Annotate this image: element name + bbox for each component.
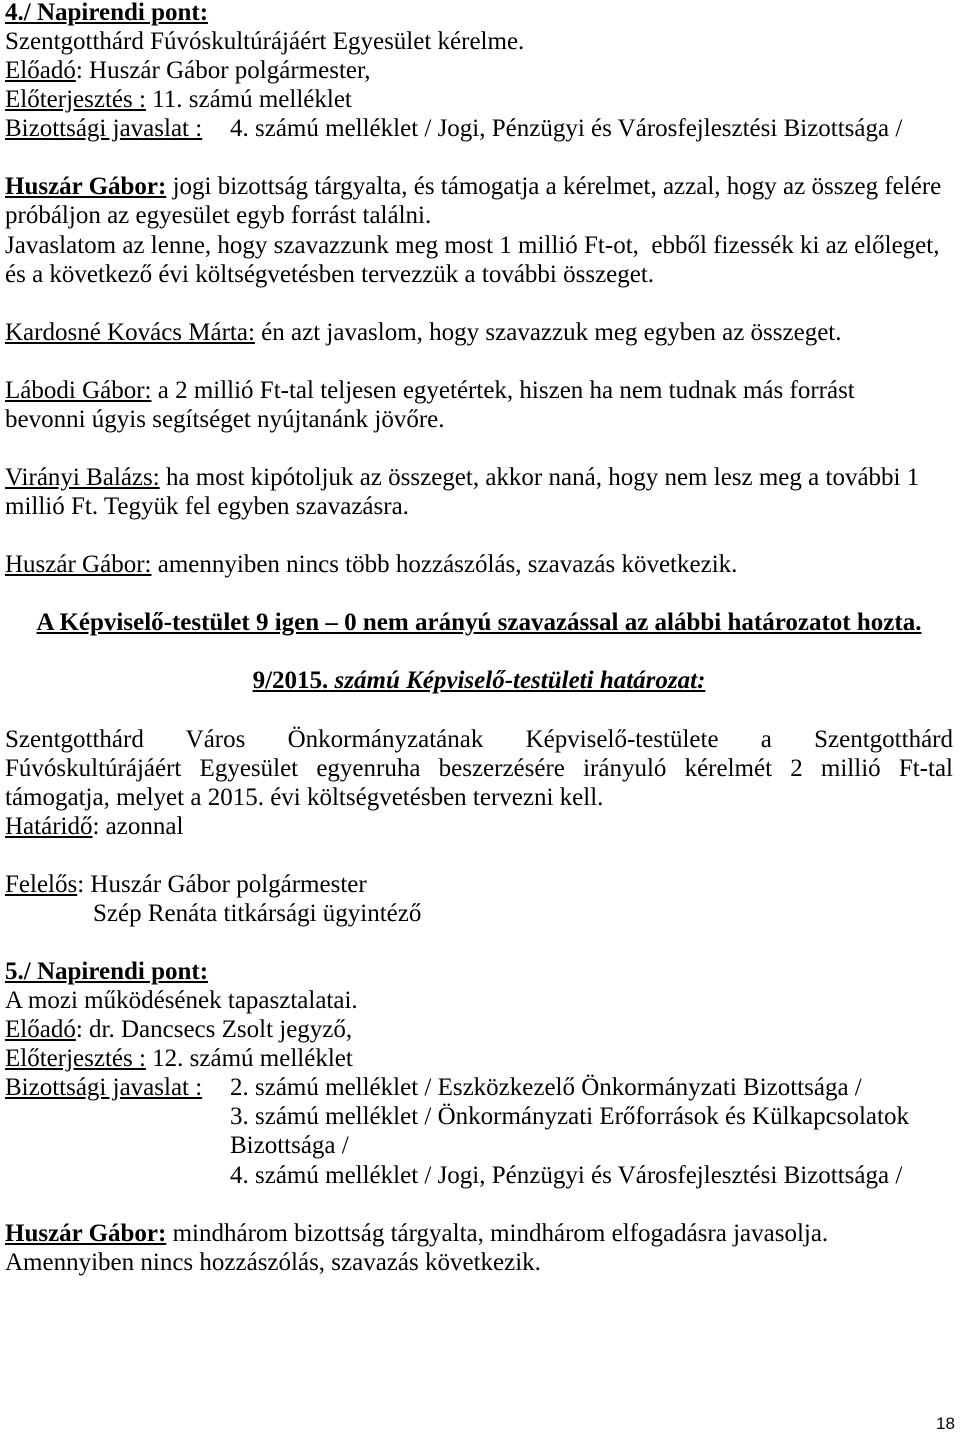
speaker-name: Lábodi Gábor: [5,376,152,404]
presenter-value: : Huszár Gábor polgármester, [75,57,371,85]
blank-line [5,289,953,318]
speech-text: jogi bizottság tárgyalta, és támogatja a kérelmet, azzal, hogy az összeg felére [166,173,942,201]
committee-label-cell [5,114,230,143]
committee-label: Bizottsági javaslat : [5,1074,203,1102]
blank-line [5,928,953,957]
blank-line [5,347,953,376]
resolution-text-line [5,754,953,783]
deadline-value: : azonnal [92,812,184,840]
discussion-paragraph-line [5,260,953,289]
speaker-name: Huszár Gábor: [5,551,152,579]
committee-line: 3. számú melléklet / Önkormányzati Erőforrások és Külkapcsolatok [230,1103,909,1131]
agenda-item-5-committee [5,1073,953,1102]
closing-paragraph-line [5,1248,953,1277]
submission-value: 11. számú melléklet [145,86,352,114]
resolution-text: Fúvóskultúrájáért Egyesület egyenruha beszerzésére irányuló kérelmét 2 millió Ft-tal [5,754,953,782]
committee-continuation [5,1131,953,1160]
committee-continuation [5,1102,953,1131]
resolution-deadline [5,812,953,841]
responsible-value: : Huszár Gábor polgármester [77,870,367,898]
discussion-paragraph-line [5,405,953,434]
agenda-item-5-submission [5,1044,953,1073]
page-number: 18 [936,1414,955,1433]
agenda-item-4-submission [5,85,953,114]
presenter-value: : dr. Dancsecs Zsolt jegyző, [75,1016,353,1044]
resolution-responsible [5,870,953,899]
blank-line [5,521,953,550]
resolution-text-line [5,783,953,812]
discussion-paragraph-line [5,231,953,260]
blank-line [5,1190,953,1219]
blank-line [5,434,953,463]
speech-text: én azt javaslom, hogy szavazzuk meg egyben az összeget. [254,318,842,346]
agenda-item-5-subject [5,986,953,1015]
speaker-name: Kardosné Kovács Márta: [5,318,255,346]
agenda-item-4-subject [5,27,953,56]
speaker-name: Huszár Gábor: [5,1219,167,1247]
submission-label: Előterjesztés : [5,86,146,114]
vote-result-line [5,608,953,637]
speech-text: amennyiben nincs több hozzászólás, szavazás következik. [151,551,738,579]
discussion-paragraph-line [5,376,953,405]
committee-label: Bizottsági javaslat : [5,115,203,143]
agenda-subject: Szentgotthárd Fúvóskultúrájáért Egyesület kérelme. [5,28,525,56]
vote-result: A Képviselő-testület 9 igen – 0 nem arányú szavazással az alábbi határozatot hozta. [36,609,922,637]
resolution-title-line [5,666,953,695]
discussion-paragraph-line [5,318,953,347]
discussion-paragraph-line [5,172,953,201]
resolution-text: támogatja, melyet a 2015. évi költségvetésben tervezni kell. [5,783,604,811]
speech-text: ha most kipótoljuk az összeget, akkor naná, hogy nem lesz meg a további 1 [159,464,920,491]
committee-line: 2. számú melléklet / Eszközkezelő Önkormányzati Bizottsága / [230,1074,862,1102]
speech-text: Amennyiben nincs hozzászólás, szavazás következik. [5,1248,541,1276]
committee-continuation [5,1161,953,1190]
agenda-heading: 5./ Napirendi pont: [5,958,209,986]
speech-text: próbáljon az egyesület egyb forrást találni. [5,202,432,230]
submission-value: 12. számú melléklet [145,1045,353,1073]
agenda-item-5-presenter [5,1015,953,1044]
agenda-item-4-committee [5,114,953,143]
speech-text: millió Ft. Tegyük fel egyben szavazásra. [5,493,409,521]
blank-line [5,696,953,725]
speaker-name: Virányi Balázs: [5,464,160,491]
resolution-title: számú Képviselő-testületi határozat: [328,667,706,695]
speech-text: bevonni úgyis segítséget nyújtanánk jövőre. [5,405,445,433]
resolution-number: 9/2015. [252,667,329,695]
speech-text: a 2 millió Ft-tal teljesen egyetértek, hiszen ha nem tudnak más forrást [151,376,855,404]
agenda-item-4-heading [5,0,953,27]
agenda-item-4-presenter [5,56,953,85]
speech-text: és a következő évi költségvetésben tervezzük a további összeget. [5,260,655,288]
blank-line [5,143,953,172]
discussion-paragraph-line [5,550,953,579]
responsible-second: Szép Renáta titkársági ügyintéző [93,899,422,927]
deadline-label: Határidő [5,812,93,840]
document-page [5,0,953,1277]
blank-line [5,841,953,870]
speaker-name: Huszár Gábor: [5,173,167,201]
agenda-subject: A mozi működésének tapasztalatai. [5,987,358,1015]
discussion-paragraph-line [5,463,953,492]
resolution-text: Szentgotthárd Város Önkormányzatának Képviselő-testülete a Szentgotthárd [5,725,953,753]
resolution-responsible-second [5,899,953,928]
discussion-paragraph-line [5,492,953,521]
closing-paragraph-line [5,1219,953,1248]
responsible-label: Felelős [5,870,78,898]
presenter-label: Előadó [5,1016,76,1044]
committee-label-cell [5,1073,230,1102]
presenter-label: Előadó [5,57,76,85]
speech-text: Javaslatom az lenne, hogy szavazzunk meg most 1 millió Ft-ot, ebből fizessék ki az előleget, [5,231,940,259]
committee-line: 4. számú melléklet / Jogi, Pénzügyi és Városfejlesztési Bizottsága / [230,115,903,143]
committee-line: Bizottsága / [230,1132,349,1160]
agenda-item-5-heading [5,957,953,986]
committee-line: 4. számú melléklet / Jogi, Pénzügyi és Városfejlesztési Bizottsága / [230,1161,903,1189]
speech-text: mindhárom bizottság tárgyalta, mindhárom elfogadásra javasolja. [166,1219,829,1247]
discussion-paragraph-line [5,201,953,230]
agenda-heading: 4./ Napirendi pont: [5,0,209,26]
blank-line [5,579,953,608]
blank-line [5,637,953,666]
submission-label: Előterjesztés : [5,1045,146,1073]
resolution-text-line [5,725,953,754]
